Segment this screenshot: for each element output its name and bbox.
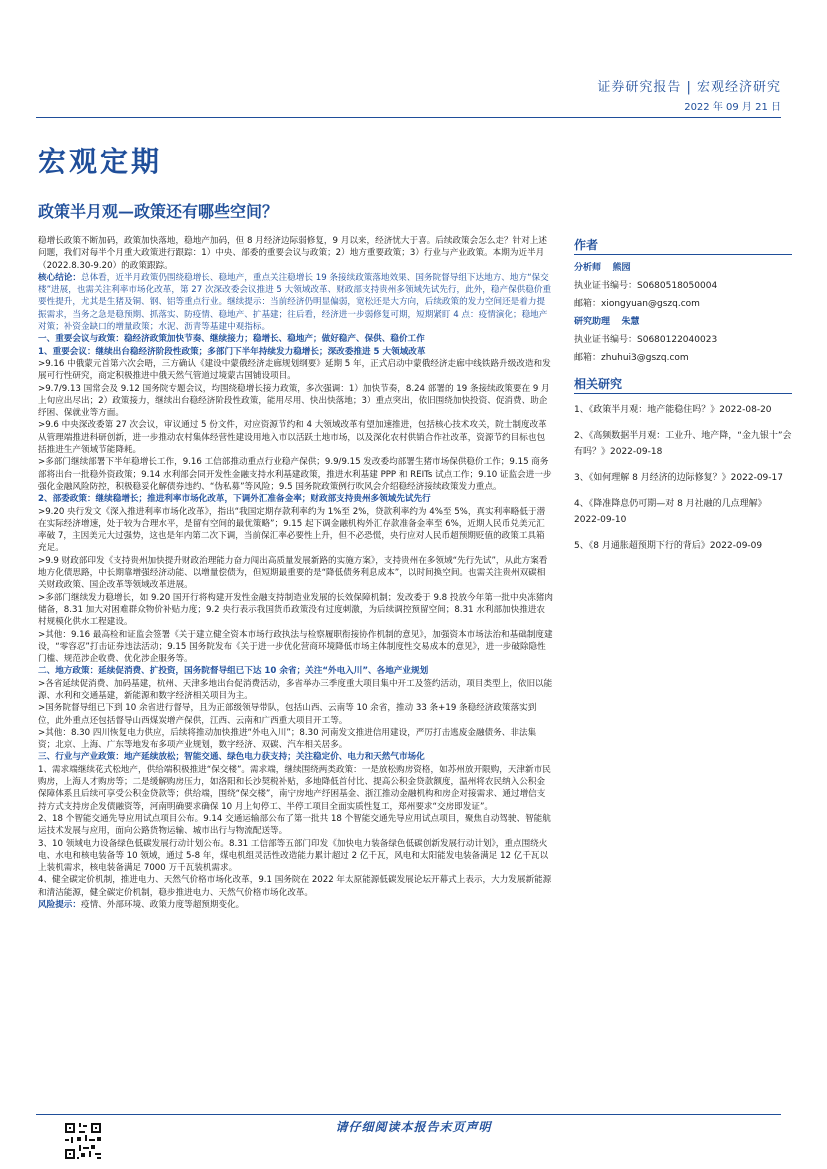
assistant-role: 研究助理	[574, 317, 611, 327]
main-content	[38, 235, 553, 911]
section-2-heading: 二、地方政策：延续促消费、扩投资，国务院督导组已下达 10 余省；关注“外电入川”、各地产业规划	[38, 666, 429, 677]
paragraph-1: >9.16 中俄蒙元首第六次会晤，三方确认《建设中蒙俄经济走廊规划纲要》延期 5 年，正式启动中蒙俄经济走廊中线铁路升级改造和发展可行性研究，商定积极推进中俄天然气管道过境蒙古国铺设项目。	[38, 358, 551, 382]
section-1-heading: 一、重要会议与政策：稳经济政策加快节奏、继续接力；稳增长、稳地产；做好稳产、保供、稳价工作	[38, 334, 425, 345]
section-3-heading: 三、行业与产业政策：地产延续放松；智能交通、绿色电力获支持；关注稳定价、电力和天然气市场化	[38, 752, 425, 763]
analyst-cert-label: 执业证书编号：	[574, 281, 638, 291]
report-type-title: 宏观定期	[38, 145, 163, 178]
sidebar	[574, 238, 792, 564]
analyst-email-label: 邮箱：	[574, 299, 602, 309]
core-text: 总体看，近半月政策仍围绕稳增长、稳地产，重点关注稳增长 19 条接续政策落地效果、国务院督导组下达地方、地方“保交楼”进展，也需关注利率市场化改革，第 27 次深改委会议推进 5 大领域改革、财政部支持贵州多领域先试先行，此外，稳产保供稳价重要性提升，尤其是生猪及铜、钢、铝等重点行业。继续提示：当前经济仍明显偏弱，宽松还是大方向，后续政策的发力空间还是着力提振需求，当务之急是稳预期、抓落实、防疫情、稳地产、扩基建；往后看，经济进一步弱修复可期，短期紧盯 4 点：疫情演化；稳地产对策；补资金缺口的增量政策；水泥、沥青等基建中观指标。	[38, 272, 552, 333]
paragraph-14: 3、10 领域电力设备绿色低碳发展行动计划公布。8.31 工信部等五部门印发《加快电力装备绿色低碳创新发展行动计划》，重点围绕火电、水电和核电装备等 10 领域，通过 5-8 年，煤电机组灵活性改造能力累计超过 2 亿千瓦，风电和太阳能发电装备满足 12 亿千瓦以上装机需求，核电装备满足 7000 万千瓦装机需求。	[38, 838, 549, 874]
risk-label: 风险提示：	[38, 900, 81, 911]
authors-heading: 作者	[574, 238, 792, 255]
related-item[interactable]: 5、《8 月通胀超预期下行的背后》2022-09-09	[574, 541, 763, 551]
assistant-email-label: 邮箱：	[574, 353, 602, 363]
paragraph-3: >9.6 中央深改委第 27 次会议，审议通过 5 份文件，对应资源节约和 4 大领域改革有望加速推进，包括核心技术攻关，院士制度改革从管理端推进科研创新，进一步推动农村集体经营性建设用地入市以活跃土地市场，以及深化农村供销合作社改革，资源节约目标也包括推进生产领域节能降耗。	[38, 420, 547, 456]
assistant-cert-number: S0680122040023	[637, 335, 718, 345]
paragraph-7: >多部门继续发力稳增长，如 9.20 国开行将构建开发性金融支持制造业发展的长效保障机制；发改委于 9.8 投放今年第一批中央冻猪肉储备，8.31 加大对困难群众物价补贴力度；9.2 央行表示我国货币政策没有过度刺激，为后续调控预留空间；8.31 水利部加快推进农村规模化供水工程建设。	[38, 592, 553, 628]
assistant-email-address[interactable]: zhuhui3@gszq.com	[601, 353, 689, 363]
analyst-cert-number: S0680518050004	[637, 281, 718, 291]
paragraph-2: >9.7/9.13 国常会及 9.12 国务院专题会议，均围绕稳增长接力政策，多次强调：1）加快节奏，8.24 部署的 19 条接续政策要在 9 月上旬应出尽出；2）政策接力，继续出台稳经济阶段性政策，能用尽用、快出快落地；3）重点突出，依旧围绕加快投资、促消费、助企纾困、保就业等方面。	[38, 383, 550, 419]
paragraph-13: 2、18 个智能交通先导应用试点项目公布。9.14 交通运输部公布了第一批共 18 个智能交通先导应用试点项目，聚焦自动驾驶、智能航运技术发展与应用，面向公路货物运输、城市出行与物流配送等。	[38, 813, 551, 837]
paragraph-8: >其他：9.16 最高检和证监会签署《关于建立健全资本市场行政执法与检察履职衔接协作机制的意见》，加强资本市场法治和基础制度建设，“零容忍”打击证券违法活动；9.15 国务院发布《关于进一步优化营商环境降低市场主体制度性交易成本的意见》，进一步破除隐性门槛、规范涉企收费、优化涉企服务等。	[38, 629, 553, 665]
paragraph-12: 1、需求端继续花式松地产，供给端积极推进“保交楼”。需求端，继续围绕两类政策：一是放松购房资格，如苏州放开限购，天津新市民购房，上海人才购房等；二是缓解购房压力，如洛阳和长沙契税补贴，多地降低首付比、提高公积金贷款额度，温州将农民纳入公积金保障体系且后续可享受公积金贷款等；供给端，围绕“保交楼”，南宁房地产纾困基金、浙江推动金融机构和房企对接需求、通过增信支持方式支持房企发债融资等，河南明确要求确保 10 月上旬停工、半停工项目全面实质性复工，郑州要求“交房即发证”。	[38, 764, 551, 812]
header-date: 2022 年 09 月 21 日	[684, 102, 781, 113]
core-conclusion	[38, 272, 553, 333]
assistant-cert	[574, 333, 792, 347]
header-divider	[36, 117, 781, 118]
related-item[interactable]: 3、《如何理解 8 月经济的边际修复？》2022-09-17	[574, 473, 783, 483]
footer-divider	[36, 1114, 781, 1115]
related-item[interactable]: 2、《高频数据半月观：工业升、地产降，“金九银十”会有吗？》2022-09-18	[574, 431, 792, 457]
risk-text: 疫情、外部环境、政策力度等超预期变化。	[80, 900, 245, 911]
section-1-2-heading: 2、部委政策：继续稳增长；推进利率市场化改革，下调外汇准备金率；财政部支持贵州多领域先试先行	[38, 494, 431, 505]
paragraph-10: >国务院督导组已下到 10 余省进行督导，且为正部级领导带队，包括山西、云南等 10 余省，推动 33 条+19 条稳经济政策落实到位，此外重点还包括督导山西煤炭增产保供，江西、云南和广西重大项目开工等。	[38, 703, 537, 726]
qr-code-icon	[63, 1121, 103, 1161]
analyst-role: 分析师	[574, 263, 602, 273]
analyst-row	[574, 261, 792, 275]
paragraph-4: >多部门继续部署下半年稳增长工作，9.16 工信部推动重点行业稳产保供；9.9/9.15 发改委均部署生猪市场保供稳价工作；9.15 商务部将出台一批稳外资政策；9.14 水利部会同开发性金融支持水利基建政策，推进水利基建 PPP 和 REITs 试点工作；9.10 证监会进一步强化金融风险防控，积极稳妥化解债券违约、“伪私募”等风险；9.5 国务院政策例行吹风会介绍稳经济接续政策发力重点。	[38, 457, 552, 492]
assistant-email	[574, 351, 792, 365]
analyst-email	[574, 297, 792, 311]
analyst-name: 熊园	[612, 263, 631, 273]
paragraph-6: >9.9 财政部印发《支持贵州加快提升财政治理能力奋力闯出高质量发展新路的实施方案》，支持贵州在多领域“先行先试”，从此方案看地方化债思路，中长期靠增强经济动能、以增量偿债为，但短期最重要的是“降低债务利息成本”，以时间换空间。也需关注贵州双碳相关财政政策、国企改革等领域改革进展。	[38, 555, 548, 591]
analyst-email-address[interactable]: xiongyuan@gszq.com	[601, 299, 700, 309]
intro-paragraph: 稳增长政策不断加码，政策加快落地，稳地产加码，但 8 月经济边际弱修复，9 月以来，经济忧大于喜。后续政策会怎么走？针对上述问题，我们对每半个月重大政策进行跟踪：1）中央、部委的重要会议与政策；2）地方重要政策；3）行业与产业政策。本期为近半月（2022.8.30-9.20）的政策跟踪。	[38, 236, 547, 271]
risk-warning	[38, 899, 553, 911]
header-category: 证券研究报告 | 宏观经济研究	[597, 80, 781, 95]
core-label: 核心结论：	[38, 272, 81, 283]
paragraph-5: >9.20 央行发文《深入推进利率市场化改革》，指出“我国定期存款利率约为 1%至 2%，贷款利率约为 4%至 5%，真实利率略低于潜在实际经济增速，处于较为合理水平，是留有空间的最优策略”；9.15 起下调金融机构外汇存款准备金率至 6%，近期人民币兑美元汇率破 7，主因美元大过强势，这也是年内第二次下调，当前保汇率必要性上升，但不必恐慌，央行应对人民币超预期贬值的政策工具箱充足。	[38, 506, 546, 554]
analyst-cert	[574, 279, 792, 293]
related-item[interactable]: 1、《政策半月观：地产能稳住吗？》2022-08-20	[574, 405, 772, 415]
assistant-cert-label: 执业证书编号：	[574, 335, 638, 345]
assistant-row	[574, 315, 792, 329]
section-1-1-heading: 1、重要会议：继续出台稳经济阶段性政策；多部门下半年持续发力稳增长；深改委推进 5 大领域改革	[38, 346, 426, 357]
footer-disclaimer: 请仔细阅读本报告末页声明	[335, 1120, 492, 1134]
paragraph-11: >其他：8.30 四川恢复电力供应，后续将推动加快推进“外电入川”；8.30 河南发文推进信用建设，严厉打击逃废金融债务、非法集资；北京、上海、广东等地发布多项产业规划，数字经济、双碳、汽车相关居多。	[38, 727, 537, 751]
paragraph-15: 4、健全碳定价机制，推进电力、天然气价格市场化改革，9.1 国务院在 2022 年太原能源低碳发展论坛开幕式上表示，大力发展新能源和清洁能源，健全碳定价机制，稳步推进电力、天然气价格市场化改革。	[38, 875, 552, 898]
assistant-name: 朱慧	[621, 317, 640, 327]
report-subtitle: 政策半月观—政策还有哪些空间？	[38, 202, 279, 221]
paragraph-9: >各省延续促消费、加码基建，杭州、天津多地出台促消费活动，多省举办三季度重大项目集中开工及签约活动，项目类型上，依旧以能源、水利和交通基建，新能源和数字经济相关项目为主。	[38, 678, 553, 701]
related-item[interactable]: 4、《降准降息仍可期—对 8 月社融的几点理解》2022-09-10	[574, 499, 767, 525]
related-heading: 相关研究	[574, 377, 792, 394]
